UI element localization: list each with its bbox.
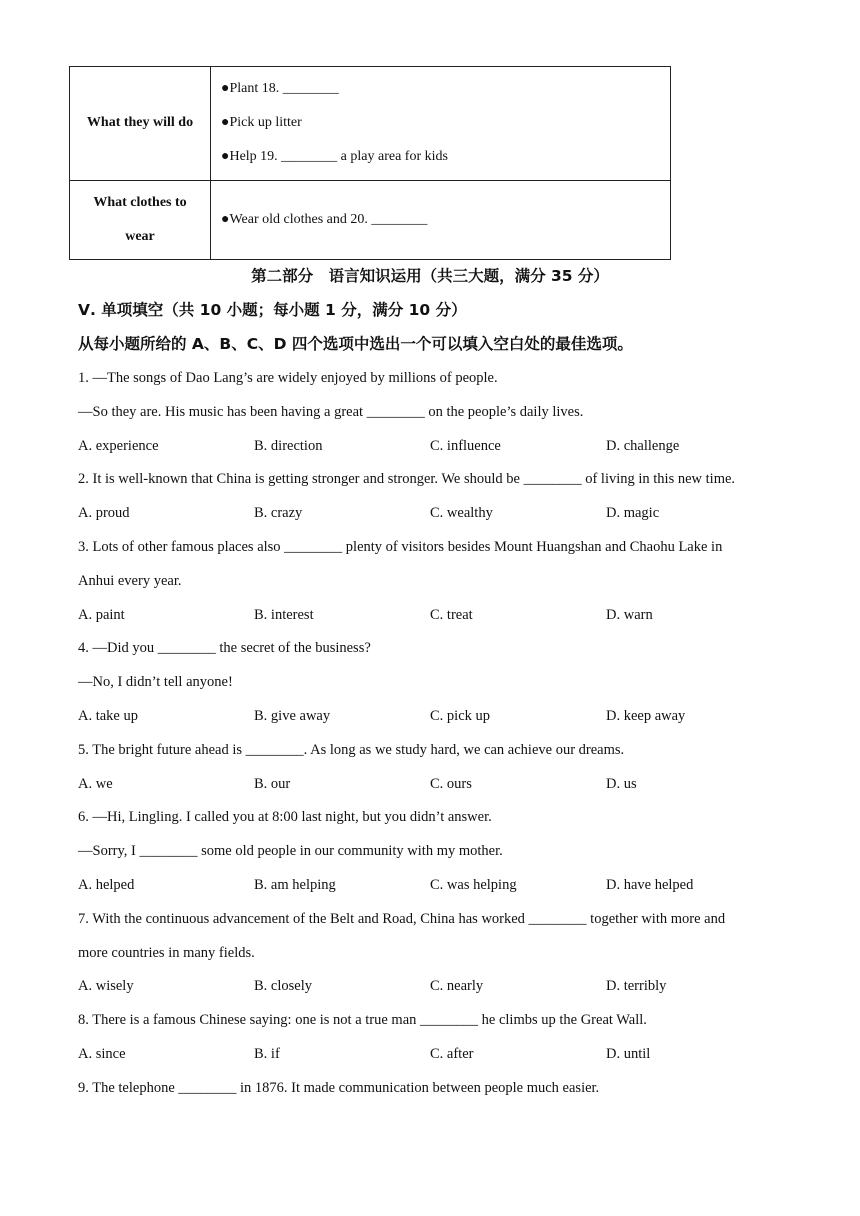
option-a: A. experience	[78, 438, 159, 454]
row-label-what-they-will-do: What they will do	[70, 67, 211, 181]
question-line: —So they are. His music has been having a great ________ on the people’s daily lives.	[78, 404, 584, 420]
option-b: B. our	[254, 776, 291, 792]
question-line: —Sorry, I ________ some old people in our community with my mother.	[78, 843, 503, 859]
question-line: 1. —The songs of Dao Lang’s are widely enjoyed by millions of people.	[78, 370, 498, 386]
question-line: Anhui every year.	[78, 573, 182, 589]
option-d: D. keep away	[606, 708, 686, 724]
row-content	[211, 180, 671, 259]
option-a: A. proud	[78, 505, 130, 521]
option-b: B. am helping	[254, 877, 336, 893]
option-b: B. direction	[254, 438, 323, 454]
question-line: 4. —Did you ________ the secret of the business?	[78, 640, 371, 656]
option-c: C. influence	[430, 438, 501, 454]
option-a: A. paint	[78, 607, 125, 623]
option-c: C. pick up	[430, 708, 491, 724]
option-d: D. warn	[606, 607, 653, 623]
option-d: D. terribly	[606, 978, 667, 994]
part-title: 第二部分 语言知识运用（共三大题，满分 35 分）	[251, 267, 609, 285]
option-c: C. wealthy	[430, 505, 493, 521]
option-a: A. helped	[78, 877, 135, 893]
table-row	[70, 180, 671, 259]
option-b: B. crazy	[254, 505, 303, 521]
question-line: 3. Lots of other famous places also ________ plenty of visitors besides Mount Huangshan and Chaohu Lake in	[78, 539, 723, 555]
option-d: D. until	[606, 1046, 651, 1062]
option-a: A. take up	[78, 708, 138, 724]
option-c: C. treat	[430, 607, 473, 623]
question-line: 9. The telephone ________ in 1876. It made communication between people much easier.	[78, 1080, 600, 1096]
table-item: ●Plant 18. ________	[221, 81, 339, 97]
option-b: B. if	[254, 1046, 280, 1062]
row-label-what-clothes-to-wear	[70, 180, 211, 259]
table-item: ●Help 19. ________ a play area for kids	[221, 149, 448, 165]
row-label-line: wear	[125, 228, 155, 244]
instruction: 从每小题所给的 A、B、C、D 四个选项中选出一个可以填入空白处的最佳选项。	[78, 335, 633, 353]
option-b: B. give away	[254, 708, 331, 724]
option-d: D. have helped	[606, 877, 694, 893]
option-a: A. we	[78, 776, 113, 792]
row-label-line: What clothes to	[93, 194, 187, 210]
table-item: ●Wear old clothes and 20. ________	[221, 211, 428, 227]
option-b: B. closely	[254, 978, 312, 994]
option-d: D. us	[606, 776, 637, 792]
question-line: 5. The bright future ahead is ________. As long as we study hard, we can achieve our dreams.	[78, 742, 625, 758]
option-c: C. was helping	[430, 877, 517, 893]
option-a: A. since	[78, 1046, 126, 1062]
option-d: D. challenge	[606, 438, 680, 454]
option-c: C. ours	[430, 776, 472, 792]
row-content	[211, 67, 671, 181]
option-c: C. after	[430, 1046, 474, 1062]
option-d: D. magic	[606, 505, 660, 521]
option-c: C. nearly	[430, 978, 484, 994]
question-line: 6. —Hi, Lingling. I called you at 8:00 last night, but you didn’t answer.	[78, 809, 492, 825]
table-row	[70, 67, 671, 181]
table-item: ●Pick up litter	[221, 115, 302, 131]
option-a: A. wisely	[78, 978, 134, 994]
question-line: —No, I didn’t tell anyone!	[78, 674, 233, 690]
question-line: 8. There is a famous Chinese saying: one is not a true man ________ he climbs up the Great Wall.	[78, 1012, 647, 1028]
info-table	[69, 66, 671, 260]
question-line: 2. It is well-known that China is getting stronger and stronger. We should be ________ of living in this new time.	[78, 471, 736, 487]
option-b: B. interest	[254, 607, 314, 623]
question-line: more countries in many fields.	[78, 945, 255, 961]
section-title: Ⅴ. 单项填空（共 10 小题；每小题 1 分，满分 10 分）	[78, 301, 467, 319]
question-line: 7. With the continuous advancement of the Belt and Road, China has worked ________ together with more and	[78, 911, 726, 927]
